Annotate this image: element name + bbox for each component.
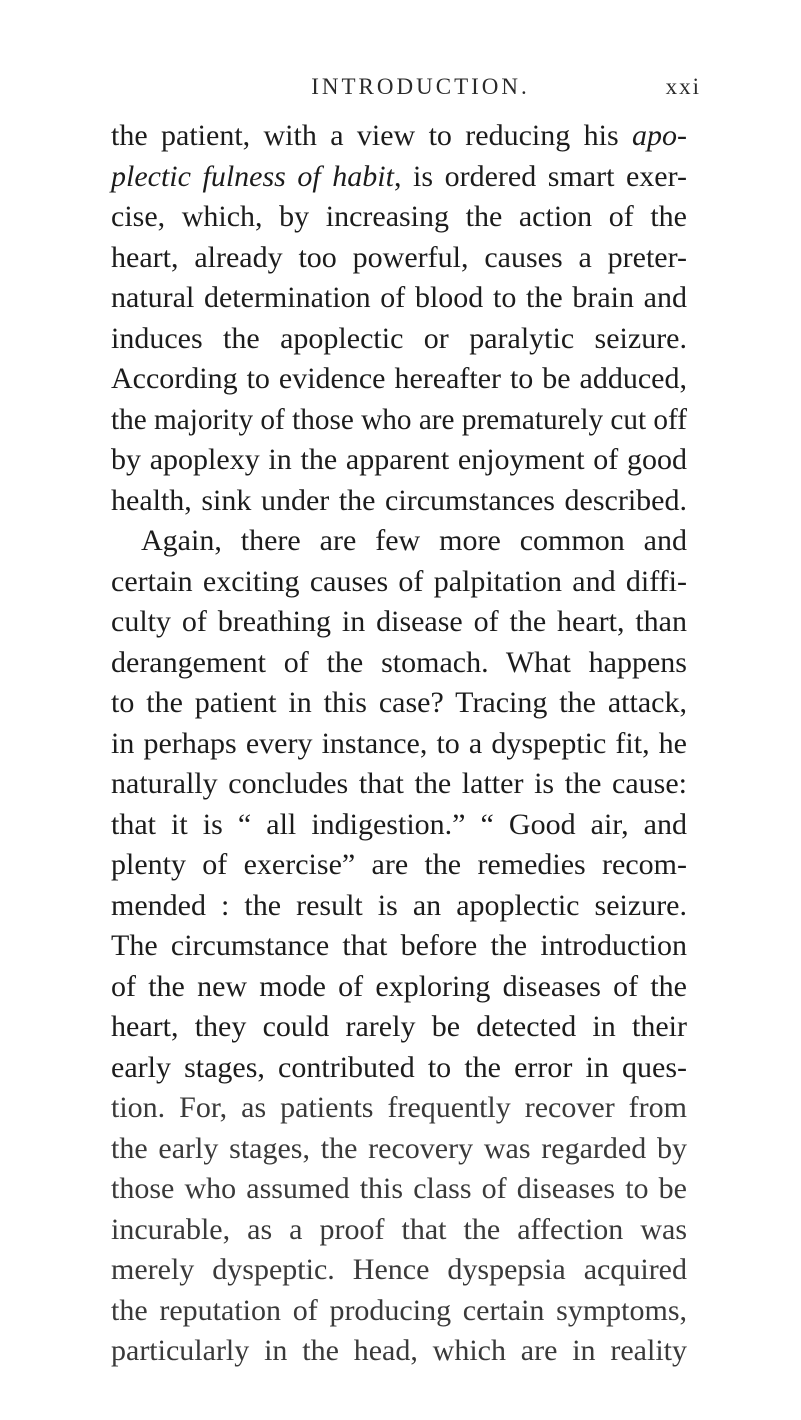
text-line — [111, 805, 687, 846]
text-line-run: those who assumed this class of diseases to be — [111, 1172, 687, 1205]
text-line — [111, 683, 687, 724]
text-line — [111, 481, 687, 522]
text-line — [111, 643, 687, 684]
text-line-run: naturally concludes that the latter is the cause: — [111, 767, 687, 800]
text-line — [111, 1250, 687, 1291]
page-number: xxi — [665, 74, 701, 99]
text-line-run: The circumstance that before the introduction — [111, 929, 687, 962]
text-line — [111, 1169, 687, 1210]
text-line-run: the patient, with a view to reducing his — [111, 119, 632, 152]
text-line-run: derangement of the stomach. What happens — [111, 645, 687, 679]
text-line-run: the reputation of producing certain symptoms, — [111, 1293, 687, 1327]
text-line-run: particularly in the head, which are in reality — [111, 1334, 687, 1367]
text-line-run: mended : the result is an apoplectic seizure. — [111, 888, 687, 922]
text-line — [111, 1048, 687, 1089]
text-line-run: early stages, contributed to the error in ques- — [111, 1050, 687, 1084]
text-line — [111, 926, 687, 967]
text-line — [111, 967, 687, 1008]
text-line — [111, 764, 687, 805]
text-line-run: that it is “ all indigestion.” “ Good air, and — [111, 807, 687, 841]
text-line — [111, 1291, 687, 1332]
text-line-run: heart, already too powerful, causes a preter- — [111, 240, 687, 274]
text-line — [111, 1331, 687, 1372]
text-line-italic: apo- — [632, 119, 687, 152]
running-head — [0, 74, 801, 104]
text-line — [111, 278, 687, 319]
text-line — [111, 1129, 687, 1170]
text-line-run: Again, there are few more common and — [141, 524, 687, 557]
text-line-run: According to evidence hereafter to be adduced, — [111, 362, 687, 395]
text-line-run: of the new mode of exploring diseases of the — [111, 969, 687, 1003]
text-line-run: induces the apoplectic or paralytic seizure. — [111, 321, 687, 355]
text-line — [111, 602, 687, 643]
text-line-run: cise, which, by increasing the action of the — [111, 200, 687, 233]
text-line — [111, 1210, 687, 1251]
text-line-run: in perhaps every instance, to a dyspeptic fit, he — [111, 726, 687, 760]
text-line-run: natural determination of blood to the brain and — [111, 281, 687, 314]
text-line — [111, 886, 687, 927]
text-line-run: the early stages, the recovery was regarded by — [111, 1131, 687, 1165]
text-line — [111, 197, 687, 238]
running-head-title: INTRODUCTION. — [311, 74, 530, 99]
body-paragraphs — [111, 116, 687, 1372]
text-line — [111, 319, 687, 360]
text-line — [111, 238, 687, 279]
text-line — [111, 724, 687, 765]
text-line — [111, 1088, 687, 1129]
text-line-run: tion. For, as patients frequently recover from — [111, 1091, 687, 1124]
text-line — [111, 359, 687, 400]
text-line-run: incurable, as a proof that the affection was — [111, 1212, 687, 1246]
text-line — [111, 400, 687, 441]
text-line — [111, 845, 687, 886]
text-line-run: certain exciting causes of palpitation and diffi- — [111, 564, 687, 598]
text-line — [111, 562, 687, 603]
text-line-run: by apoplexy in the apparent enjoyment of good — [111, 443, 687, 476]
text-line-run: plenty of exercise” are the remedies recom- — [111, 848, 687, 881]
text-line — [111, 116, 687, 157]
text-line-run: the majority of those who are prematurely cut off — [111, 403, 687, 436]
text-line — [111, 440, 687, 481]
text-line — [111, 1007, 687, 1048]
text-line-run: heart, they could rarely be detected in their — [111, 1010, 687, 1043]
text-line-run: culty of breathing in disease of the heart, than — [111, 605, 687, 638]
text-line-run: merely dyspeptic. Hence dyspepsia acquired — [111, 1253, 687, 1286]
text-line-run: , is ordered smart exer- — [393, 159, 687, 193]
text-line-italic: plectic fulness of habit — [111, 159, 394, 193]
text-line-run: health, sink under the circumstances described. — [111, 483, 687, 517]
text-line — [111, 521, 687, 562]
text-line-run: to the patient in this case? Tracing the attack, — [111, 686, 687, 719]
text-line — [111, 157, 687, 198]
